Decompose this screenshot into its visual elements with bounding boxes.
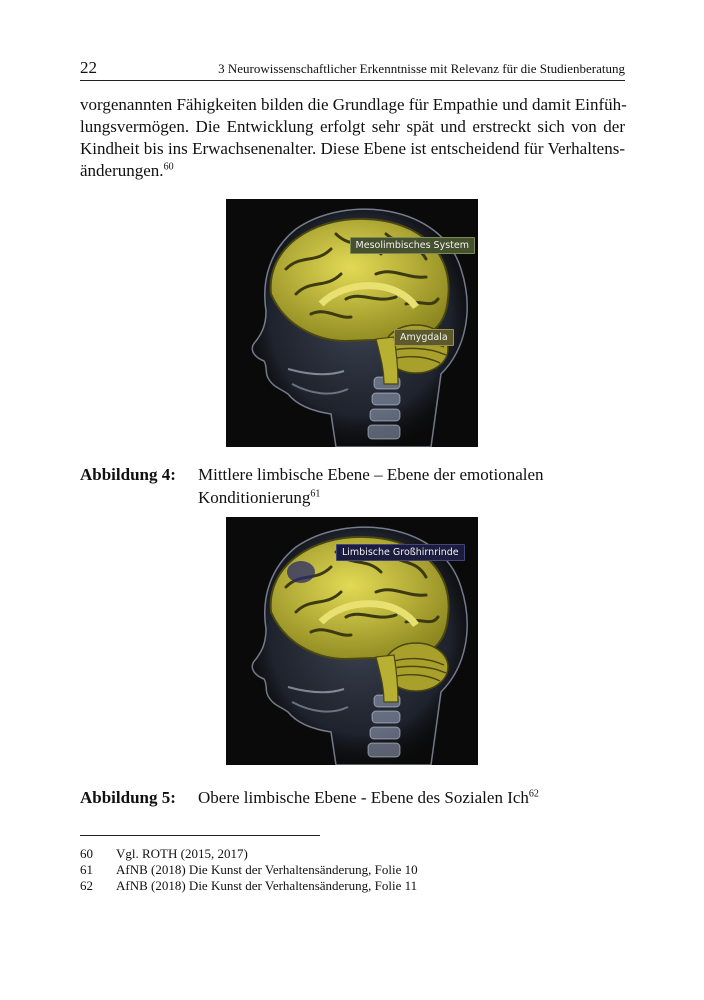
label-limbic-cortex: Limbische Großhirnrinde [336,544,465,561]
caption-text [198,463,618,509]
footnote-number: 60 [80,846,93,861]
body-line: änderungen. [80,161,164,180]
footnote-ref: 62 [528,788,539,800]
footnotes [80,846,625,894]
caption-line: Konditionierung [198,488,311,507]
caption-line: Mittlere limbische Ebene – Ebene der emotionalen [198,465,544,484]
body-line: lungsvermögen. Die Entwicklung erfolgt sehr spät und erstreckt sich von der [80,117,625,136]
footnote-text: AfNB (2018) Die Kunst der Verhaltensänderung, Folie 11 [116,878,418,893]
footnote [80,862,625,878]
footnote-number: 61 [80,862,93,877]
footnote-rule [80,835,320,836]
footnote-number: 62 [80,878,93,893]
caption-line: Obere limbische Ebene - Ebene des Sozialen Ich [198,788,529,807]
brain-figure-mesolimbic [226,199,478,447]
body-line-last [80,160,625,182]
label-amygdala: Amygdala [394,329,454,346]
running-head: 3 Neurowissenschaftlicher Erkenntnisse mit Relevanz für die Studienberatung [218,61,625,76]
footnote-text: Vgl. ROTH (2015, 2017) [116,846,248,861]
body-line: vorgenannten Fähigkeiten bilden die Grundlage für Empathie und damit Einfüh- [80,95,627,114]
caption-label: Abbildung 5: [80,788,176,807]
footnote-ref: 61 [310,488,321,500]
page-header [80,58,625,80]
caption-label: Abbildung 4: [80,465,176,484]
page-number: 22 [80,58,97,77]
footnote [80,878,625,894]
caption-text [198,786,618,809]
body-paragraph [80,94,625,182]
label-mesolimbic-system: Mesolimbisches System [350,237,475,254]
header-rule [80,80,625,81]
footnote [80,846,625,862]
footnote-ref: 60 [163,161,174,173]
body-line: Kindheit bis ins Erwachsenenalter. Diese Ebene ist entscheidend für Verhaltens- [80,139,625,158]
brain-figure-limbic-cortex [226,517,478,765]
footnote-text: AfNB (2018) Die Kunst der Verhaltensänderung, Folie 10 [116,862,418,877]
